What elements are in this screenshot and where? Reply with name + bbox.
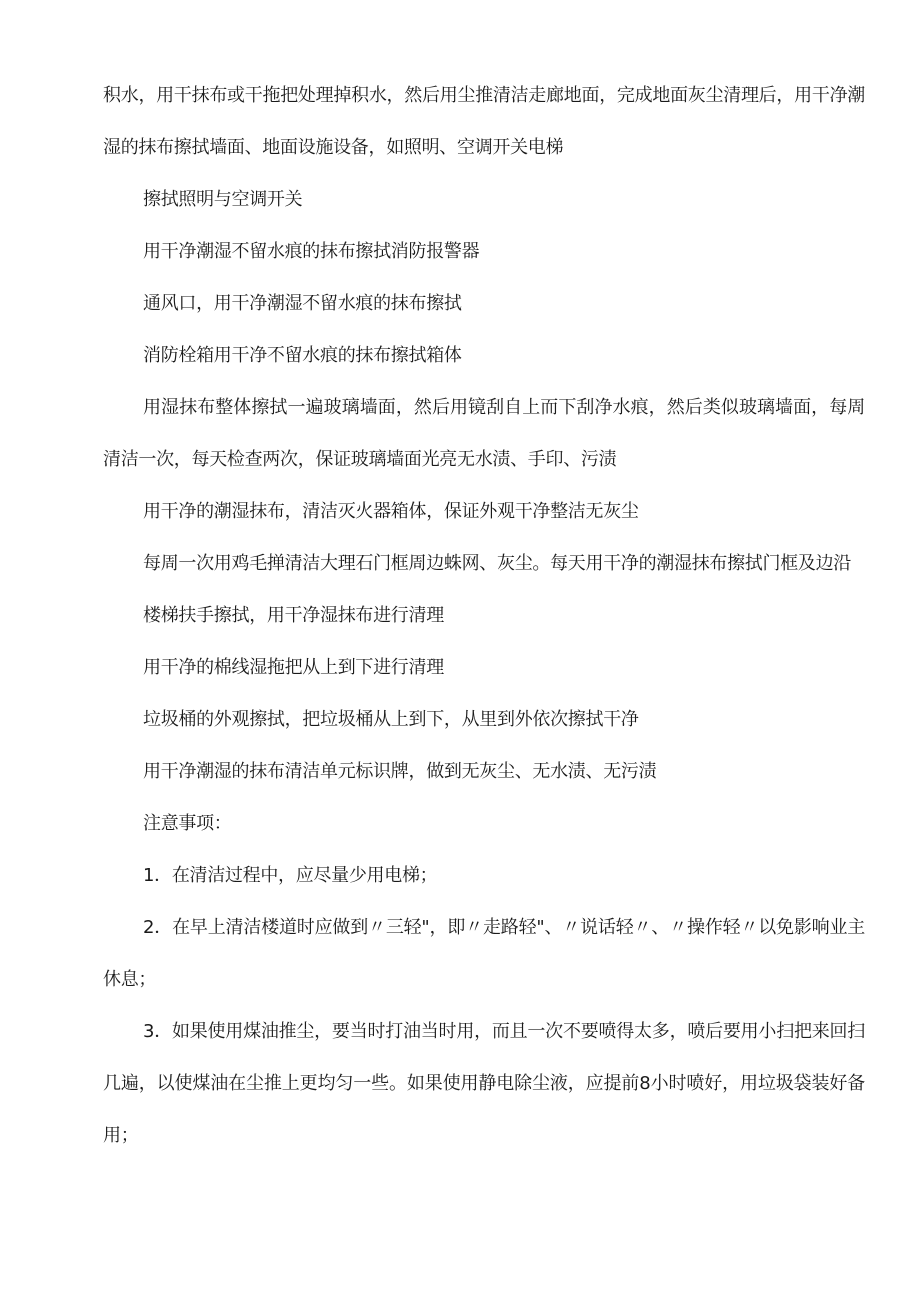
notes-heading: 注意事项：	[143, 813, 232, 834]
document-body	[103, 70, 865, 1162]
paragraph-1: 积水，用干抹布或干拖把处理掉积水，然后用尘推清洁走廊地面，完成地面灰尘清理后，用干净潮湿的抹布擦拭墙面、地面设施设备，如照明、空调开关电梯	[103, 85, 865, 158]
paragraph-3: 用干净潮湿不留水痕的抹布擦拭消防报警器	[143, 241, 480, 262]
paragraph-4: 通风口，用干净潮湿不留水痕的抹布擦拭	[143, 293, 462, 314]
paragraph-2: 擦拭照明与空调开关	[143, 189, 303, 210]
paragraph-5: 消防栓箱用干净不留水痕的抹布擦拭箱体	[143, 345, 462, 366]
note-item-3: 3．如果使用煤油推尘，要当时打油当时用，而且一次不要喷得太多，喷后要用小扫把来回扫几遍，以使煤油在尘推上更均匀一些。如果使用静电除尘液，应提前8小时喷好，用垃圾袋装好备用；	[103, 1021, 865, 1146]
paragraph-8: 每周一次用鸡毛掸清洁大理石门框周边蛛网、灰尘。每天用干净的潮湿抹布擦拭门框及边沿	[143, 553, 851, 574]
paragraph-12: 用干净潮湿的抹布清洁单元标识牌，做到无灰尘、无水渍、无污渍	[143, 761, 657, 782]
paragraph-7: 用干净的潮湿抹布，清洁灭火器箱体，保证外观干净整洁无灰尘	[143, 501, 639, 522]
note-item-1: 1．在清洁过程中，应尽量少用电梯；	[143, 865, 438, 886]
paragraph-6: 用湿抹布整体擦拭一遍玻璃墙面，然后用镜刮自上而下刮净水痕，然后类似玻璃墙面，每周清洁一次，每天检查两次，保证玻璃墙面光亮无水渍、手印、污渍	[103, 397, 865, 470]
note-item-2: 2．在早上清洁楼道时应做到〃三轻"，即〃走路轻"、〃说话轻〃、〃操作轻〃以免影响业主休息；	[103, 917, 865, 990]
paragraph-9: 楼梯扶手擦拭，用干净湿抹布进行清理	[143, 605, 444, 626]
paragraph-10: 用干净的棉线湿拖把从上到下进行清理	[143, 657, 444, 678]
paragraph-11: 垃圾桶的外观擦拭，把垃圾桶从上到下，从里到外依次擦拭干净	[143, 709, 639, 730]
